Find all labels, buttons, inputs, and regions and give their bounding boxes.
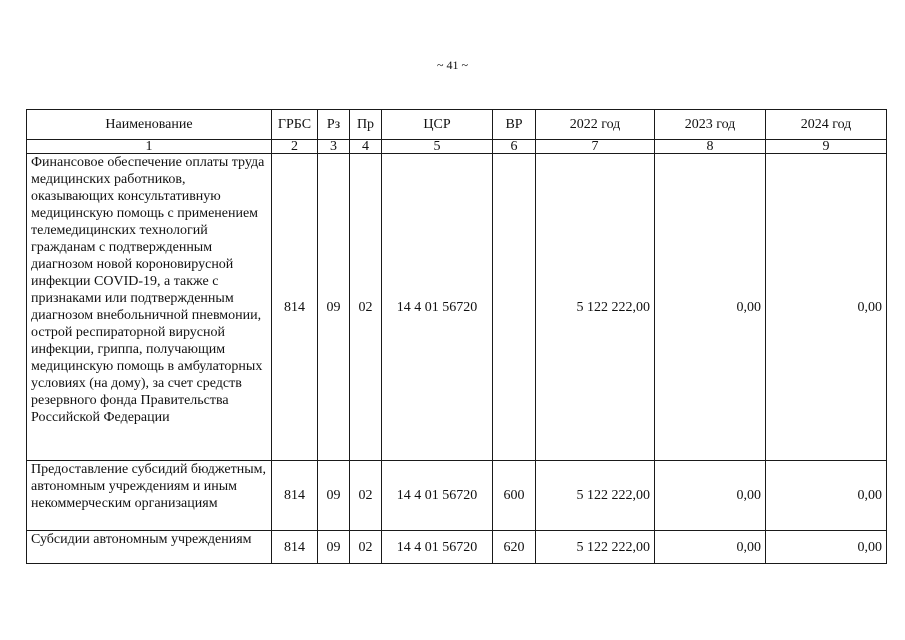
header-csr: ЦСР [382, 110, 493, 140]
row-2024: 0,00 [766, 154, 887, 461]
column-number: 9 [766, 140, 887, 154]
column-number: 5 [382, 140, 493, 154]
row-vr [493, 154, 536, 461]
row-2022: 5 122 222,00 [536, 154, 655, 461]
column-number: 6 [493, 140, 536, 154]
header-2022: 2022 год [536, 110, 655, 140]
header-2023: 2023 год [655, 110, 766, 140]
row-grbs: 814 [272, 461, 318, 531]
row-2023: 0,00 [655, 154, 766, 461]
column-number-row [27, 140, 887, 154]
row-rz: 09 [318, 154, 350, 461]
header-grbs: ГРБС [272, 110, 318, 140]
row-name: Субсидии автономным учреждениям [27, 531, 272, 564]
row-name: Предоставление субсидий бюджетным, автономным учреждениям и иным некоммерческим организациям [27, 461, 272, 531]
header-2024: 2024 год [766, 110, 887, 140]
column-number: 8 [655, 140, 766, 154]
row-vr: 620 [493, 531, 536, 564]
row-grbs: 814 [272, 531, 318, 564]
row-2022: 5 122 222,00 [536, 531, 655, 564]
row-name: Финансовое обеспечение оплаты труда медицинских работников, оказывающих консультативную медицинскую помощь с применением телемедицинских технологий гражданам с подтвержденным диагнозом новой короновирусной инфекции COVID-19, а также с признаками или подтвержденным диагнозом внебольничной пневмонии, острой респираторной вирусной инфекции, гриппа, получающим медицинскую помощь в амбулаторных условиях (на дому), за счет средств резервного фонда Правительства Российской Федерации [27, 154, 272, 461]
table-row [27, 461, 887, 531]
row-csr: 14 4 01 56720 [382, 461, 493, 531]
row-2023: 0,00 [655, 461, 766, 531]
budget-table [26, 109, 887, 564]
row-vr: 600 [493, 461, 536, 531]
row-csr: 14 4 01 56720 [382, 531, 493, 564]
row-grbs: 814 [272, 154, 318, 461]
header-row [27, 110, 887, 140]
column-number: 2 [272, 140, 318, 154]
header-pr: Пр [350, 110, 382, 140]
column-number: 4 [350, 140, 382, 154]
header-rz: Рз [318, 110, 350, 140]
header-name: Наименование [27, 110, 272, 140]
row-csr: 14 4 01 56720 [382, 154, 493, 461]
row-pr: 02 [350, 531, 382, 564]
row-pr: 02 [350, 461, 382, 531]
table-row [27, 154, 887, 461]
row-2024: 0,00 [766, 531, 887, 564]
row-2023: 0,00 [655, 531, 766, 564]
row-pr: 02 [350, 154, 382, 461]
row-rz: 09 [318, 461, 350, 531]
page-number: ~ 41 ~ [437, 58, 468, 72]
row-2024: 0,00 [766, 461, 887, 531]
column-number: 1 [27, 140, 272, 154]
row-rz: 09 [318, 531, 350, 564]
header-vr: ВР [493, 110, 536, 140]
row-2022: 5 122 222,00 [536, 461, 655, 531]
column-number: 7 [536, 140, 655, 154]
table-row [27, 531, 887, 564]
column-number: 3 [318, 140, 350, 154]
